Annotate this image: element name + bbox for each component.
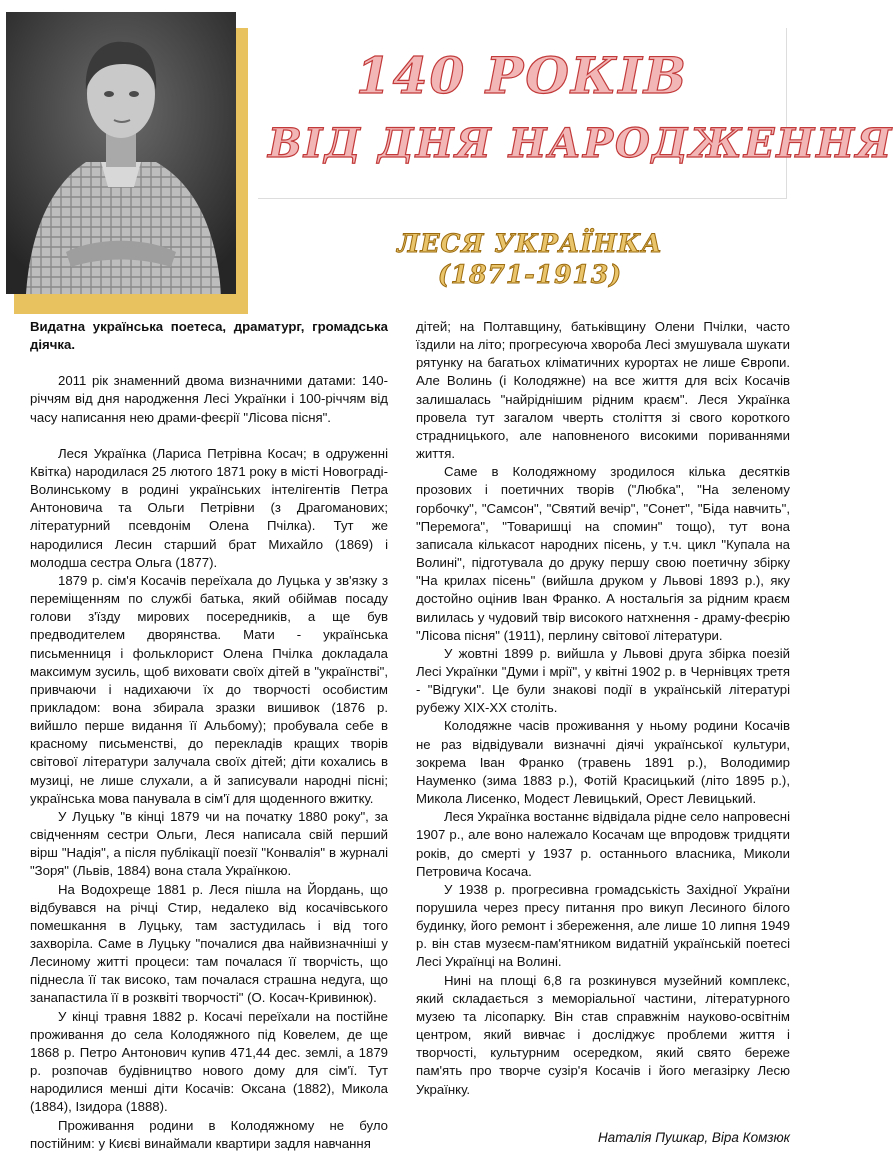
left-column (30, 318, 388, 1153)
right-column (416, 318, 790, 1099)
poet-name-block (380, 228, 680, 290)
paragraph: Леся Українка (Лариса Петрівна Косач; в одруженні Квітка) народилася 25 лютого 1871 року в місті Новограді-Волинському в родині українських інтелігентів Петра Антоновича та Ольги Петрівни (з Драгоманових; літературний псевдонім Олена Пчілка). Тут же народилися Лесин старший брат Михайло (1869) і молодша сестра Ольга (1877). (30, 445, 388, 570)
paragraph: Колодяжне часів проживання у ньому родини Косачів не раз відвідували визначні діячі української культури, зокрема Іван Франко (травень 1891 р.), Володимир Науменко (зима 1883 р.), Фотій Красицький (літо 1895 р.), Микола Лисенко, Модест Левицький, Орест Левицький. (416, 718, 790, 807)
portrait-image (6, 12, 236, 294)
paragraph: дітей; на Полтавщину, батьківщину Олени Пчілки, часто їздили на літо; прогресуюча хвороба Лесі змушувала шукати рятунку на багатьох кліматичних курортах не лише Європи. Але Волинь (і Колодяжне) на все життя для всіх Косачів залишалась "найріднішим рідним краєм". Леся Українка провела тут загалом чверть століття зі свого короткого страдницького, але наповненого високими пориваннями життя. (416, 319, 790, 462)
paragraph: 2011 рік знаменний двома визначними датами: 140-річчям від дня народження Лесі Українки і 100-річчям від часу написання нею драми-феєрії "Лісова пісня". (30, 373, 388, 425)
portrait-photo (6, 12, 236, 294)
title-line-2: ВІД ДНЯ НАРОДЖЕННЯ (268, 120, 893, 167)
paragraph: 1879 р. сім'я Косачів переїхала до Луцька у зв'язку з переміщенням по службі батька, який обіймав посаду голови з'їзду мирових посередників, а ще був предводителем дворянства. Мати - українська письменниця і фольклорист Олена Пчілка докладала максимум зусиль, щоб виховати своїх дітей в "українстві", привчаючи і надихаючи їх до творчості особистим прикладом: вона збирала зразки вишивок (1876 р. вийшло перше видання її Альбому); пробувала себе в красному письменстві, до перекладів кращих творів світової літератури залучала своїх дітей; діти кохались в музиці, не лише слухали, а й записували народні пісні; українська мова панувала в сім'ї для щоденного вжитку. (30, 572, 388, 806)
title-line-1: 140 РОКІВ (355, 46, 689, 105)
author-signature: Наталія Пушкар, Віра Комзюк (597, 1130, 790, 1145)
paragraph: У Луцьку "в кінці 1879 чи на початку 1880 року", за свідченням сестри Ольги, Леся написала свій перший вірш "Надія", а після публікації поезії "Конвалія" в журналі "Зоря" (Львів, 1884) вона стала Українкою. (30, 808, 388, 879)
paragraph: На Водохреще 1881 р. Леся пішла на Йордань, що відбувався на річці Стир, недалеко від косачівського помешкання в Луцьку, там застудилась і від того захворіла. Саме в Луцьку "почалися два найвизначніші у Лесиному житті процеси: там почалася її творчість, що піднесла її так високо, там почалася страшна недуга, що занапастила її в розквіті творчості" (О. Косач-Кривинюк). (30, 881, 388, 1006)
lead-paragraph: Видатна українська поетеса, драматург, громадська діячка. (30, 319, 388, 353)
paragraph: У жовтні 1899 р. вийшла у Львові друга збірка поезій Лесі Українки "Думи і мрії", у квітні 1902 р. в Чернівцях третя - "Відгуки". Це були знакові події в українській літературі рубежу XIX-XX століть. (416, 645, 790, 716)
paragraph: Леся Українка востаннє відвідала рідне село напровесні 1907 р., але воно належало Косачам ще впродовж тридцяти років, до смерті у 1937 р. останнього власника, Миколи Петровича Косача. (416, 809, 790, 879)
title-box (258, 28, 893, 199)
portrait-photo-frame (6, 12, 236, 294)
poet-name: ЛЕСЯ УКРАЇНКА (397, 229, 663, 258)
paragraph: Нині на площі 6,8 га розкинувся музейний комплекс, який складається з меморіальної частини, літературного музею та лісопарку. Він став справжнім науково-освітнім центром, який вивчає і досліджує проблеми життя і творчості, культурним осередком, який свято береже пам'ять про творче сузір'я Косачів і його мегазірку Лесю Українку. (416, 972, 790, 1097)
paragraph: Саме в Колодяжному зродилося кілька десятків прозових і поетичних творів ("Любка", "На зеленому горбочку", "Самсон", "Святий вечір", "Сонет", "Біда навчить", "Перемога", "Товаришці на спомин" тощо), тут вона записала кількасот народних пісень, у т.ч. цикл "Купала на Волині", підготувала до друку першу свою поетичну збірку "На крилах пісень" (вийшла друком у Львові 1893 р.), яку достойно оцінив Іван Франко. А ностальгія за рідним краєм вилилась у чудовий твір високого натхнення - драму-феєрію "Лісова пісня" (1911), перлину світової літератури. (416, 464, 790, 643)
paragraph: Проживання родини в Колодяжному не було постійним: у Києві винаймали квартири задля навчання (30, 1117, 388, 1151)
paragraph: У 1938 р. прогресивна громадськість Західної України порушила через пресу питання про викуп Лесиного білого будинку, його ремонт і збереження, але лише 10 липня 1949 р. він став музеєм-пам'ятником видатній українській поетесі Лесі Українці на Волині. (416, 881, 790, 970)
poet-years: (1871-1913) (437, 260, 623, 289)
paragraph: У кінці травня 1882 р. Косачі переїхали на постійне проживання до села Колодяжного під Ковелем, де ще 1868 р. Петро Антонович купив 471,44 дес. землі, а 1879 р. розпочав будівництво нового дому для сім'ї. Тут народилися менші діти Косачів: Оксана (1882), Микола (1884), Ізидора (1888). (30, 1008, 388, 1115)
